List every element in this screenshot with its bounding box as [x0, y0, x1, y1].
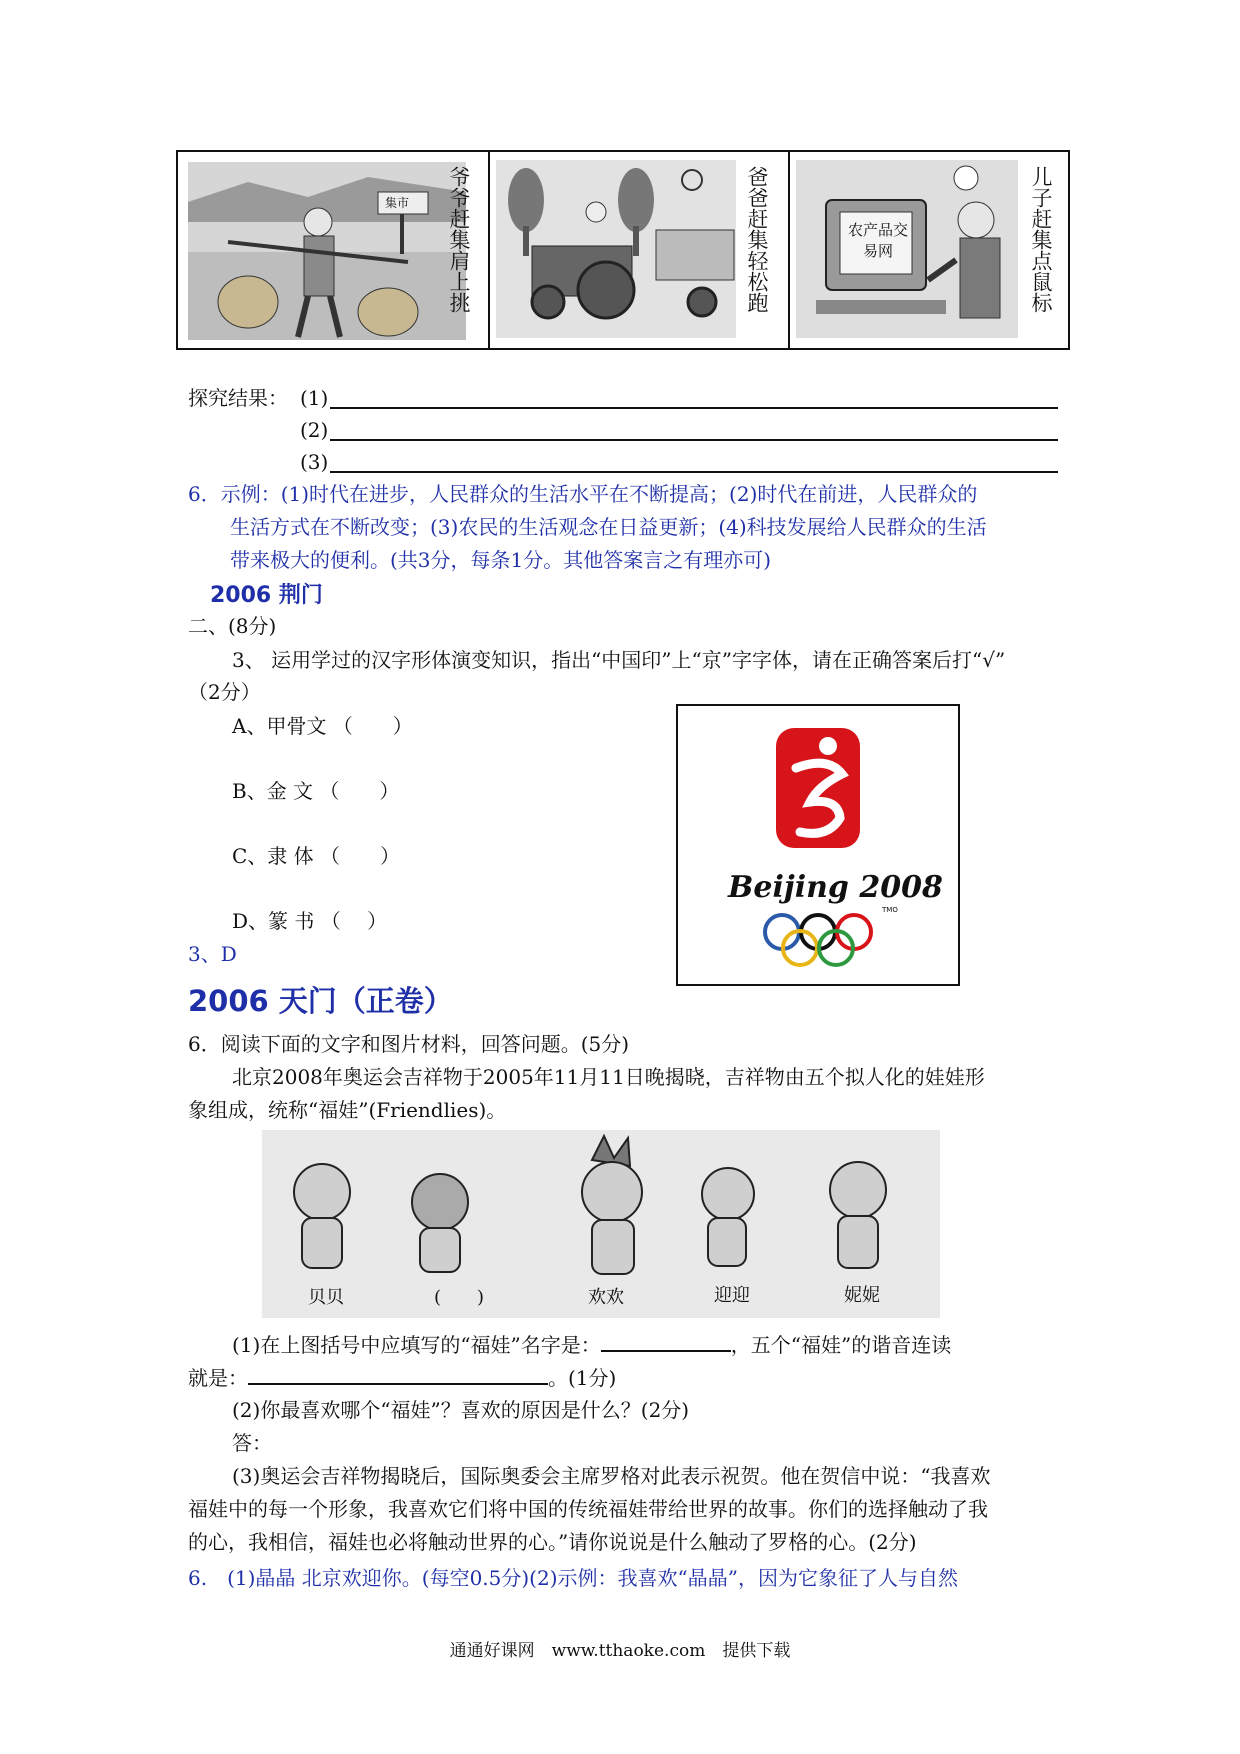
answer-6a-line1: 6．示例：(1)时代在进步，人民群众的生活水平在不断提高；(2)时代在前进，人民群众的 [188, 482, 978, 506]
sub1-score: 。(1分) [548, 1366, 617, 1390]
option-d: D、篆 书 （ ） [232, 909, 388, 933]
section-title-jingmen: 2006 荆门 [210, 583, 323, 608]
answer-6a-line2: 生活方式在不断改变；(3)农民的生活观念在日益更新；(4)科技发展给人民群众的生活 [230, 515, 987, 539]
comic-panel-grandpa [178, 152, 490, 348]
sub-question-2: (2)你最喜欢哪个“福娃”？喜欢的原因是什么？(2分) [232, 1398, 690, 1422]
sub-question-3-line3: 的心，我相信，福娃也必将触动世界的心。”请你说说是什么触动了罗格的心。(2分) [188, 1530, 917, 1554]
beijing-2008-tm: TMO [882, 906, 898, 914]
explore-item-3: (3) [300, 450, 329, 474]
comic-strip [176, 150, 1070, 350]
sub1-prefix: 就是： [188, 1366, 248, 1390]
father-illustration [496, 160, 736, 338]
sub-question-1-cont [188, 1361, 616, 1394]
explore-line-2 [330, 439, 1058, 441]
option-a: A、甲骨文 （ ） [232, 714, 413, 738]
explore-item-1: (1) [300, 386, 329, 410]
sub-question-3-line1: (3)奥运会吉祥物揭晓后，国际奥委会主席罗格对此表示祝贺。他在贺信中说：“我喜欢 [232, 1464, 991, 1488]
page-footer: 通通好课网 www.tthaoke.com 提供下载 [449, 1641, 791, 1661]
comic-panel-father [488, 152, 790, 348]
q6-heading: 6．阅读下面的文字和图片材料，回答问题。(5分) [188, 1032, 630, 1056]
beijing-2008-emblem [678, 706, 958, 984]
beijing-2008-wordmark: Beijing 2008 [728, 870, 943, 905]
sub1-blank-name [601, 1328, 731, 1352]
explore-item-2: (2) [300, 418, 329, 442]
explore-line-1 [330, 407, 1058, 409]
option-c: C、隶 体 （ ） [232, 844, 401, 868]
answer-6a-line3: 带来极大的便利。(共3分，每条1分。其他答案言之有理亦可) [230, 548, 772, 572]
comic-panel-son [788, 152, 1068, 348]
q3-line1: 3、 运用学过的汉字形体演变知识，指出“中国印”上“京”字字体，请在正确答案后打“√” [232, 648, 1006, 672]
answer-6b: 6. (1)晶晶 北京欢迎你。(每空0.5分)(2)示例：我喜欢“晶晶”，因为它象征了人与自然 [188, 1566, 958, 1590]
section-title-tianmen: 2006 天门（正卷） [188, 984, 453, 1018]
son-caption: 儿子赶集点鼠标 [1029, 166, 1053, 313]
sub-question-3-line2: 福娃中的每一个形象，我喜欢它们将中国的传统福娃带给世界的故事。你们的选择触动了我 [188, 1497, 988, 1521]
part-two-heading: 二、(8分) [188, 614, 277, 638]
mascot-label-blank: ( ) [434, 1287, 485, 1308]
fuwa-illustration [262, 1130, 940, 1290]
explore-line-3 [330, 471, 1058, 473]
explore-label: 探究结果： [188, 386, 288, 410]
sub-question-2-answer-label: 答： [232, 1431, 272, 1455]
option-b: B、金 文 （ ） [232, 779, 400, 803]
son-screen-text: 农产品交易网 [848, 221, 909, 260]
q3-answer: 3、D [188, 942, 237, 966]
sub1-blank-phrase [248, 1361, 548, 1385]
q3-line2: （2分） [188, 680, 261, 704]
grandpa-illustration [188, 162, 466, 340]
father-caption: 爸爸赶集轻松跑 [745, 166, 769, 313]
grandpa-caption: 爷爷赶集肩上挑 [447, 166, 471, 313]
mascot-label-nini: 妮妮 [844, 1285, 880, 1306]
sub1-prompt: (1)在上图括号中应填写的“福娃”名字是： [232, 1333, 601, 1357]
beijing-2008-logo-box [676, 704, 960, 986]
mascot-para-line2: 象组成，统称“福娃”(Friendlies)。 [188, 1098, 507, 1122]
sub1-mid: ，五个“福娃”的谐音连读 [730, 1333, 952, 1357]
mascot-label-huanhuan: 欢欢 [588, 1287, 624, 1308]
mascot-para-line1: 北京2008年奥运会吉祥物于2005年11月11日晚揭晓，吉祥物由五个拟人化的娃娃形 [232, 1065, 985, 1089]
fuwa-mascots-image [262, 1130, 940, 1318]
mascot-label-beibei: 贝贝 [308, 1287, 344, 1308]
grandpa-sign-text: 集市 [385, 196, 410, 210]
mascot-label-yingying: 迎迎 [714, 1285, 750, 1306]
sub-question-1 [232, 1328, 951, 1361]
